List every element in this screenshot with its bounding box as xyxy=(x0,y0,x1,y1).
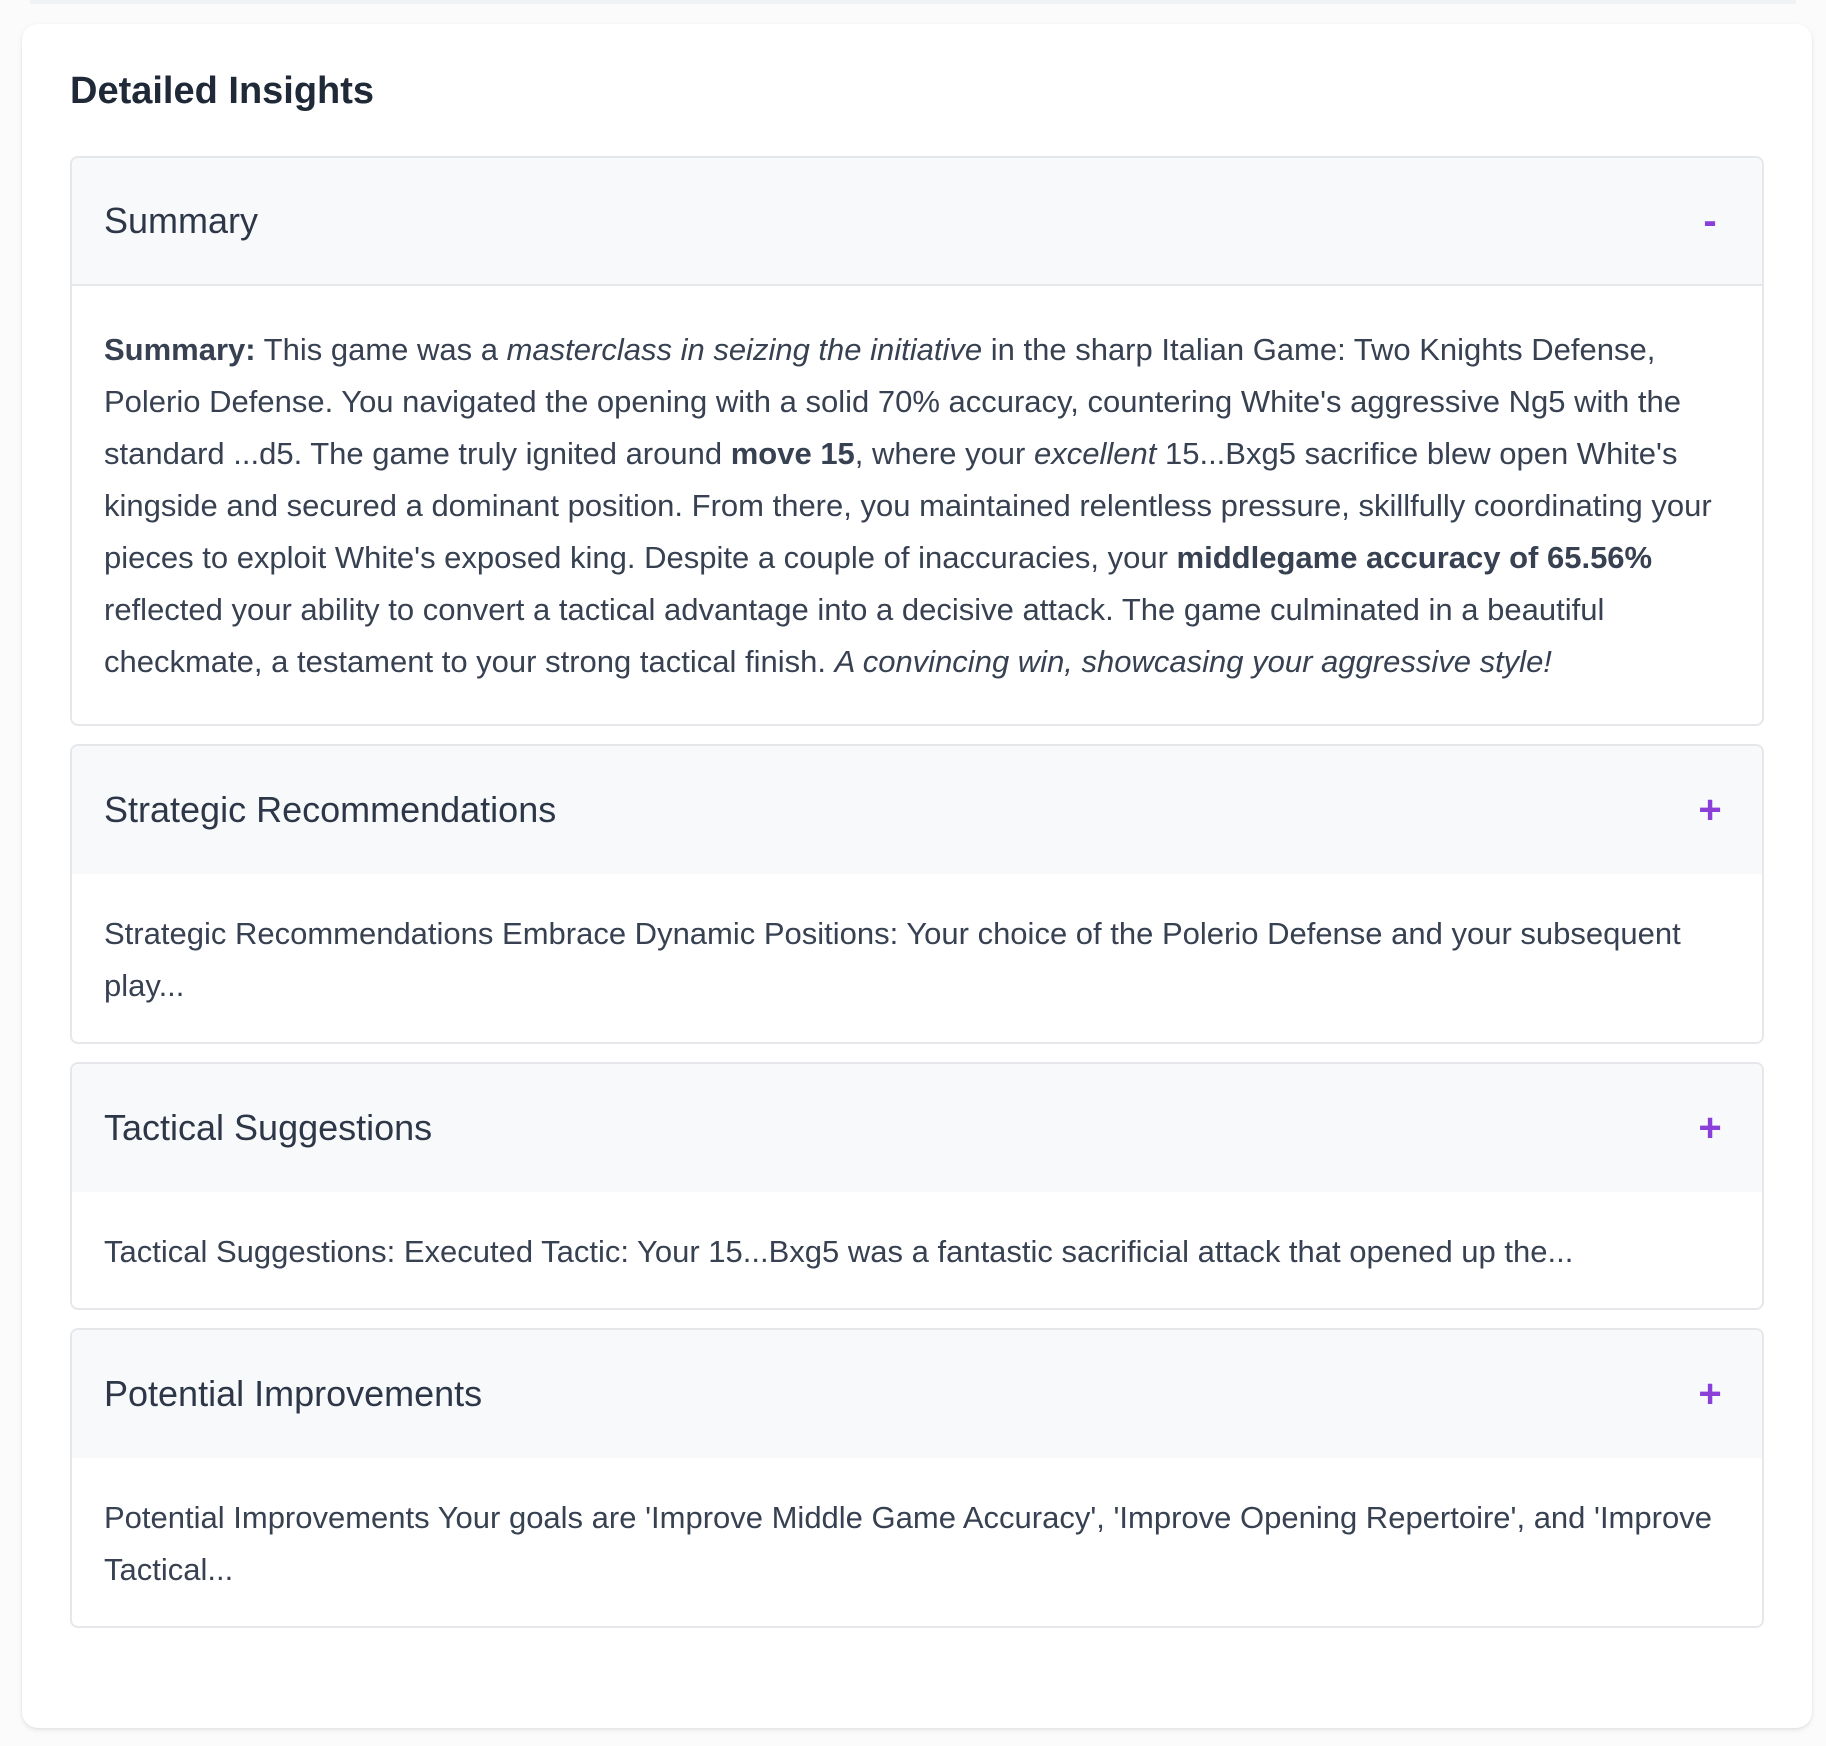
insights-accordion xyxy=(70,156,1764,1628)
summary-text: in the sharp Italian Game: Two Knights Defense, Polerio Defense. You navigated the opening with a solid 70% accuracy, countering White's aggressive Ng5 with the standard ...d5. The game truly ignited around xyxy=(104,332,1681,471)
card-title: Detailed Insights xyxy=(70,70,375,112)
section-potential-improvements-header[interactable] xyxy=(72,1330,1762,1458)
section-title: Potential Improvements xyxy=(104,1373,483,1414)
summary-text: , where your xyxy=(854,436,1034,471)
summary-strong: move 15 xyxy=(730,436,855,471)
section-preview: Potential Improvements Your goals are 'Improve Middle Game Accuracy', 'Improve Opening Repertoire', and 'Improve Tactical... xyxy=(104,1500,1712,1587)
section-tactical-suggestions-header[interactable] xyxy=(72,1064,1762,1192)
summary-text: 15...Bxg5 sacrifice blew open White's kingside and secured a dominant position. From there, you maintained relentless pressure, skillfully coordinating your pieces to exploit White's exposed king. Despite a couple of inaccuracies, your xyxy=(104,436,1712,575)
insights-card xyxy=(22,24,1812,1728)
summary-paragraph xyxy=(104,324,1730,688)
summary-emphasis: A convincing win, showcasing your aggressive style! xyxy=(834,644,1552,679)
summary-emphasis: excellent xyxy=(1034,436,1157,471)
section-strategic-recommendations xyxy=(70,744,1764,1044)
section-title: Strategic Recommendations xyxy=(104,789,557,830)
section-summary-body xyxy=(72,286,1762,724)
top-divider xyxy=(30,0,1796,4)
section-title: Summary xyxy=(104,200,259,241)
summary-strong: middlegame accuracy of 65.56% xyxy=(1176,540,1653,575)
section-strategic-recommendations-header[interactable] xyxy=(72,746,1762,874)
summary-label: Summary: xyxy=(104,332,256,367)
section-preview: Strategic Recommendations Embrace Dynamic Positions: Your choice of the Polerio Defense and your subsequent play... xyxy=(104,916,1681,1003)
collapse-icon[interactable]: - xyxy=(1703,199,1717,243)
expand-icon[interactable]: + xyxy=(1698,788,1722,832)
expand-icon[interactable]: + xyxy=(1698,1106,1722,1150)
section-tactical-suggestions xyxy=(70,1062,1764,1310)
section-potential-improvements xyxy=(70,1328,1764,1628)
summary-text: reflected your ability to convert a tactical advantage into a decisive attack. The game culminated in a beautiful checkmate, a testament to your strong tactical finish. xyxy=(104,592,1605,679)
section-title: Tactical Suggestions xyxy=(104,1107,433,1148)
section-summary xyxy=(70,156,1764,726)
summary-emphasis: masterclass in seizing the initiative xyxy=(506,332,983,367)
section-summary-header[interactable] xyxy=(72,158,1762,286)
expand-icon[interactable]: + xyxy=(1698,1372,1722,1416)
summary-text: This game was a xyxy=(255,332,507,367)
section-preview: Tactical Suggestions: Executed Tactic: Your 15...Bxg5 was a fantastic sacrificial attack that opened up the... xyxy=(104,1234,1574,1269)
